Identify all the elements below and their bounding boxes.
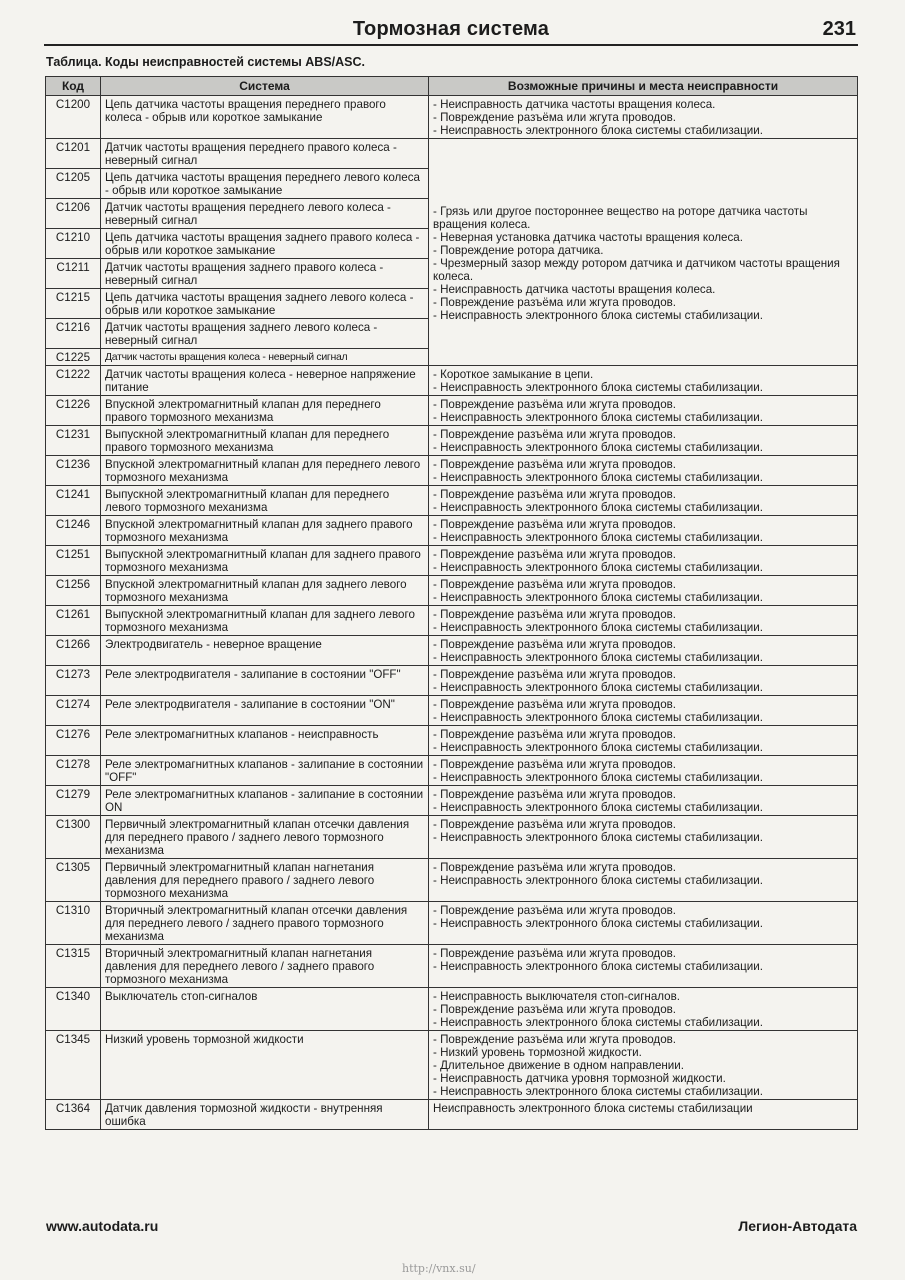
system-cell: Цепь датчика частоты вращения переднего правого колеса - обрыв или короткое замыкание: [101, 96, 429, 139]
causes-cell: - Повреждение разъёма или жгута проводов. - Неисправность электронного блока системы стабилизации.: [429, 666, 858, 696]
table-row: [46, 696, 858, 726]
system-cell: Цепь датчика частоты вращения заднего левого колеса - обрыв или короткое замыкание: [101, 289, 429, 319]
code-cell: C1310: [46, 902, 101, 945]
causes-cell: - Повреждение разъёма или жгута проводов. - Неисправность электронного блока системы стабилизации.: [429, 546, 858, 576]
table-row: [46, 516, 858, 546]
causes-cell: - Повреждение разъёма или жгута проводов. - Неисправность электронного блока системы стабилизации.: [429, 816, 858, 859]
table-row: [46, 1031, 858, 1100]
system-cell: Первичный электромагнитный клапан нагнетания давления для переднего правого / заднего левого тормозного механизма: [101, 859, 429, 902]
code-cell: C1225: [46, 349, 101, 366]
system-cell: Выпускной электромагнитный клапан для заднего правого тормозного механизма: [101, 546, 429, 576]
causes-cell: - Повреждение разъёма или жгута проводов. - Неисправность электронного блока системы стабилизации.: [429, 426, 858, 456]
table-row: [46, 636, 858, 666]
code-cell: C1231: [46, 426, 101, 456]
table-row: [46, 366, 858, 396]
code-cell: C1273: [46, 666, 101, 696]
table-row: [46, 816, 858, 859]
system-cell: Первичный электромагнитный клапан отсечки давления для переднего правого / заднего левого тормозного механизма: [101, 816, 429, 859]
causes-cell: - Короткое замыкание в цепи. - Неисправность электронного блока системы стабилизации.: [429, 366, 858, 396]
table-row: [46, 606, 858, 636]
code-cell: C1216: [46, 319, 101, 349]
system-cell: Реле электромагнитных клапанов - залипание в состоянии "OFF": [101, 756, 429, 786]
table-row: [46, 139, 858, 169]
code-cell: C1251: [46, 546, 101, 576]
table-row: [46, 546, 858, 576]
code-cell: C1226: [46, 396, 101, 426]
code-cell: C1345: [46, 1031, 101, 1100]
system-cell: Впускной электромагнитный клапан для переднего левого тормозного механизма: [101, 456, 429, 486]
system-cell: Цепь датчика частоты вращения переднего левого колеса - обрыв или короткое замыкание: [101, 169, 429, 199]
system-cell: Выпускной электромагнитный клапан для переднего правого тормозного механизма: [101, 426, 429, 456]
merged-causes-cell: - Грязь или другое постороннее вещество на роторе датчика частоты вращения колеса. - Неверная установка датчика частоты вращения колеса. - Повреждение ротора датчика. - Чрезмерный зазор между ротором датчика и датчиком частоты вращения колеса. - Неисправность датчика частоты вращения колеса. - Повреждение разъёма или жгута проводов. - Неисправность электронного блока системы стабилизации.: [429, 139, 858, 366]
causes-cell: - Повреждение разъёма или жгута проводов. - Неисправность электронного блока системы стабилизации.: [429, 576, 858, 606]
causes-cell: - Повреждение разъёма или жгута проводов. - Неисправность электронного блока системы стабилизации.: [429, 456, 858, 486]
table-row: [46, 486, 858, 516]
code-cell: C1256: [46, 576, 101, 606]
code-cell: C1236: [46, 456, 101, 486]
table-row: [46, 396, 858, 426]
causes-cell: - Повреждение разъёма или жгута проводов. - Неисправность электронного блока системы стабилизации.: [429, 696, 858, 726]
code-cell: C1266: [46, 636, 101, 666]
footer-publisher: Легион-Автодата: [738, 1218, 857, 1234]
table-row: [46, 456, 858, 486]
table-row: [46, 756, 858, 786]
causes-cell: - Повреждение разъёма или жгута проводов. - Неисправность электронного блока системы стабилизации.: [429, 486, 858, 516]
code-cell: C1278: [46, 756, 101, 786]
table-row: [46, 96, 858, 139]
table-row: [46, 902, 858, 945]
code-cell: C1279: [46, 786, 101, 816]
code-cell: C1206: [46, 199, 101, 229]
table-row: [46, 666, 858, 696]
column-header-system: Система: [101, 77, 429, 96]
code-cell: C1211: [46, 259, 101, 289]
code-cell: C1300: [46, 816, 101, 859]
causes-cell: - Неисправность выключателя стоп-сигналов. - Повреждение разъёма или жгута проводов. - Неисправность электронного блока системы стабилизации.: [429, 988, 858, 1031]
system-cell: Датчик частоты вращения заднего левого колеса - неверный сигнал: [101, 319, 429, 349]
table-row: [46, 988, 858, 1031]
system-cell: Датчик частоты вращения колеса - неверное напряжение питание: [101, 366, 429, 396]
system-cell: Датчик частоты вращения переднего левого колеса - неверный сигнал: [101, 199, 429, 229]
table-row: [46, 1100, 858, 1130]
causes-cell: - Повреждение разъёма или жгута проводов. - Неисправность электронного блока системы стабилизации.: [429, 756, 858, 786]
causes-cell: - Повреждение разъёма или жгута проводов. - Низкий уровень тормозной жидкости. - Длительное движение в одном направлении. - Неисправность датчика уровня тормозной жидкости. - Неисправность электронного блока системы стабилизации.: [429, 1031, 858, 1100]
table-row: [46, 426, 858, 456]
system-cell: Цепь датчика частоты вращения заднего правого колеса - обрыв или короткое замыкание: [101, 229, 429, 259]
system-cell: Впускной электромагнитный клапан для переднего правого тормозного механизма: [101, 396, 429, 426]
page-title: Тормозная система: [352, 18, 550, 40]
code-cell: C1201: [46, 139, 101, 169]
table-header-row: [46, 77, 858, 96]
causes-cell: - Повреждение разъёма или жгута проводов. - Неисправность электронного блока системы стабилизации.: [429, 606, 858, 636]
causes-cell: - Повреждение разъёма или жгута проводов. - Неисправность электронного блока системы стабилизации.: [429, 902, 858, 945]
system-cell: Выпускной электромагнитный клапан для заднего левого тормозного механизма: [101, 606, 429, 636]
table-row: [46, 859, 858, 902]
column-header-causes: Возможные причины и места неисправности: [429, 77, 858, 96]
footer-website[interactable]: www.autodata.ru: [46, 1218, 159, 1234]
system-cell: Впускной электромагнитный клапан для заднего правого тормозного механизма: [101, 516, 429, 546]
system-cell: Датчик частоты вращения колеса - неверный сигнал: [101, 349, 429, 366]
causes-cell: - Повреждение разъёма или жгута проводов. - Неисправность электронного блока системы стабилизации.: [429, 396, 858, 426]
causes-cell: - Повреждение разъёма или жгута проводов. - Неисправность электронного блока системы стабилизации.: [429, 516, 858, 546]
code-cell: C1222: [46, 366, 101, 396]
system-cell: Вторичный электромагнитный клапан нагнетания давления для переднего левого / заднего правого тормозного механизма: [101, 945, 429, 988]
causes-cell: - Повреждение разъёма или жгута проводов. - Неисправность электронного блока системы стабилизации.: [429, 726, 858, 756]
system-cell: Выпускной электромагнитный клапан для переднего левого тормозного механизма: [101, 486, 429, 516]
code-cell: C1246: [46, 516, 101, 546]
system-cell: Впускной электромагнитный клапан для заднего левого тормозного механизма: [101, 576, 429, 606]
fault-codes-table: [45, 76, 858, 1130]
page-header: [44, 16, 858, 46]
table-row: [46, 726, 858, 756]
causes-cell: - Повреждение разъёма или жгута проводов. - Неисправность электронного блока системы стабилизации.: [429, 786, 858, 816]
code-cell: C1364: [46, 1100, 101, 1130]
code-cell: C1274: [46, 696, 101, 726]
code-cell: C1241: [46, 486, 101, 516]
code-cell: C1261: [46, 606, 101, 636]
system-cell: Реле электромагнитных клапанов - неисправность: [101, 726, 429, 756]
code-cell: C1205: [46, 169, 101, 199]
code-cell: C1340: [46, 988, 101, 1031]
causes-cell: - Неисправность датчика частоты вращения колеса. - Повреждение разъёма или жгута проводов. - Неисправность электронного блока системы стабилизации.: [429, 96, 858, 139]
system-cell: Выключатель стоп-сигналов: [101, 988, 429, 1031]
code-cell: C1315: [46, 945, 101, 988]
causes-cell: - Повреждение разъёма или жгута проводов. - Неисправность электронного блока системы стабилизации.: [429, 945, 858, 988]
system-cell: Датчик частоты вращения заднего правого колеса - неверный сигнал: [101, 259, 429, 289]
system-cell: Датчик давления тормозной жидкости - внутренняя ошибка: [101, 1100, 429, 1130]
system-cell: Реле электродвигателя - залипание в состоянии "OFF": [101, 666, 429, 696]
code-cell: C1210: [46, 229, 101, 259]
causes-cell: Неисправность электронного блока системы стабилизации: [429, 1100, 858, 1130]
causes-cell: - Повреждение разъёма или жгута проводов. - Неисправность электронного блока системы стабилизации.: [429, 636, 858, 666]
code-cell: C1305: [46, 859, 101, 902]
code-cell: C1276: [46, 726, 101, 756]
table-caption: Таблица. Коды неисправностей системы ABS/ASC.: [46, 55, 366, 69]
system-cell: Низкий уровень тормозной жидкости: [101, 1031, 429, 1100]
system-cell: Датчик частоты вращения переднего правого колеса - неверный сигнал: [101, 139, 429, 169]
system-cell: Реле электродвигателя - залипание в состоянии "ON": [101, 696, 429, 726]
page-number: 231: [822, 18, 856, 40]
code-cell: C1200: [46, 96, 101, 139]
system-cell: Электродвигатель - неверное вращение: [101, 636, 429, 666]
column-header-code: Код: [46, 77, 101, 96]
table-row: [46, 576, 858, 606]
causes-cell: - Повреждение разъёма или жгута проводов. - Неисправность электронного блока системы стабилизации.: [429, 859, 858, 902]
system-cell: Вторичный электромагнитный клапан отсечки давления для переднего левого / заднего правого тормозного механизма: [101, 902, 429, 945]
table-row: [46, 786, 858, 816]
watermark: http://vnx.su/: [402, 1262, 476, 1275]
table-row: [46, 945, 858, 988]
system-cell: Реле электромагнитных клапанов - залипание в состоянии ON: [101, 786, 429, 816]
code-cell: C1215: [46, 289, 101, 319]
